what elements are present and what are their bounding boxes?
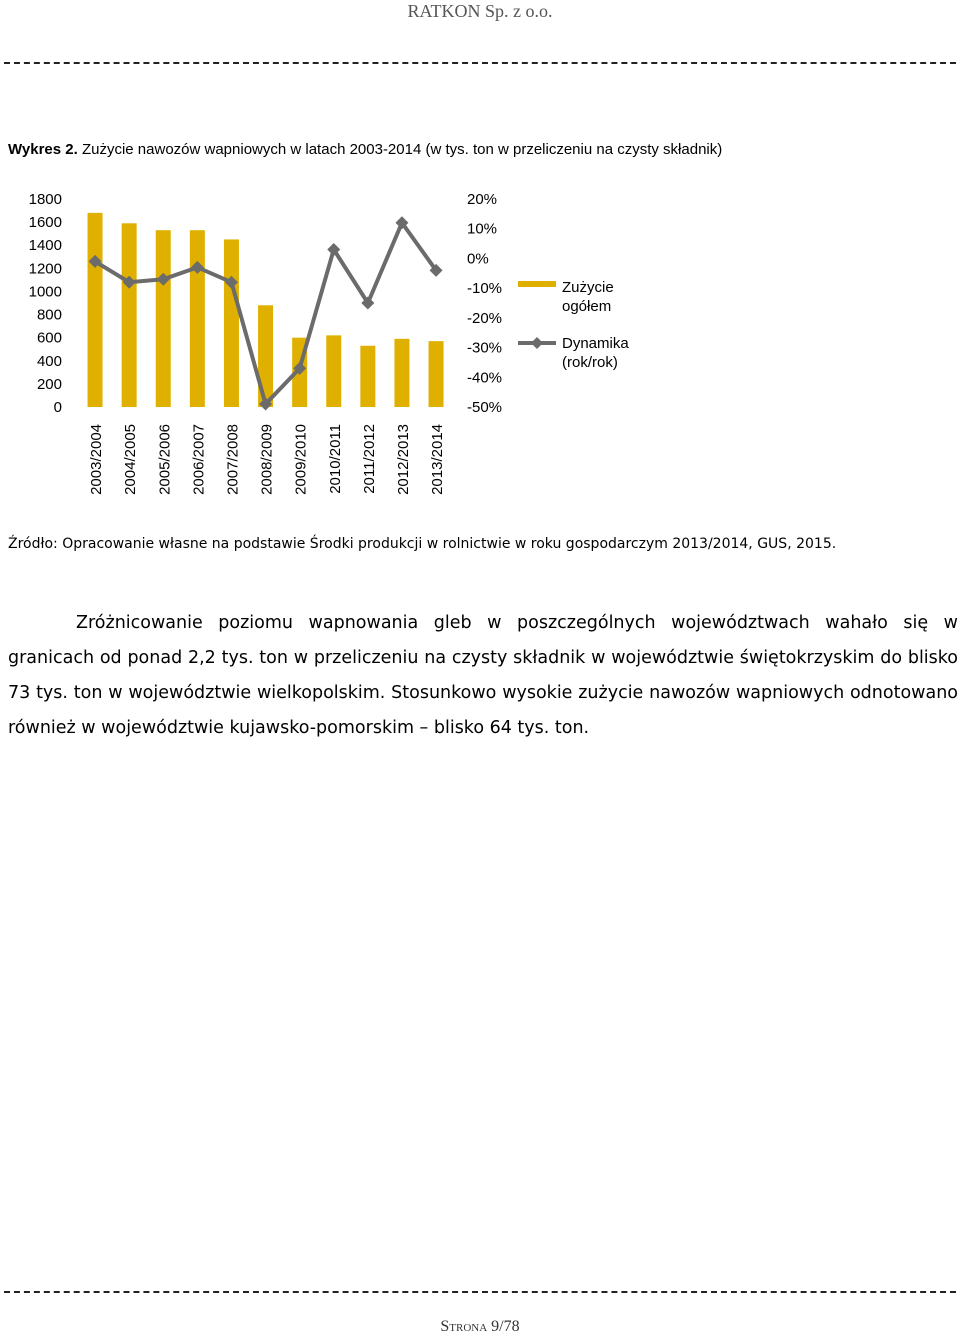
y-right-tick-label: -10%	[467, 280, 503, 298]
bar	[360, 346, 375, 407]
legend-line-marker	[531, 337, 543, 349]
legend-label: (rok/rok)	[562, 354, 618, 371]
bar	[394, 339, 409, 407]
x-tick-label: 2005/2006	[156, 424, 174, 495]
x-tick-label: 2011/2012	[360, 424, 378, 494]
footer-divider	[4, 1291, 956, 1293]
body-paragraph	[8, 606, 958, 746]
bar	[429, 341, 444, 407]
bar-series	[88, 213, 444, 407]
y-left-axis	[29, 191, 62, 416]
y-right-tick-label: -30%	[467, 339, 503, 357]
x-tick-label: 2012/2013	[394, 424, 412, 495]
combo-chart	[0, 180, 960, 520]
x-axis	[88, 424, 446, 495]
company-header: RATKON Sp. z o.o.	[407, 1, 553, 21]
legend-bar-swatch	[518, 281, 556, 287]
y-left-tick-label: 600	[36, 329, 62, 347]
x-tick-label: 2006/2007	[190, 424, 208, 495]
figure-label: Wykres 2.	[8, 141, 78, 158]
x-tick-label: 2010/2011	[326, 424, 344, 494]
x-tick-label: 2007/2008	[224, 424, 242, 495]
page-footer	[0, 1318, 960, 1336]
legend-label: Dynamika	[562, 335, 629, 352]
body-paragraph-text: Zróżnicowanie poziomu wapnowania gleb w poszczególnych województwach wahało się w granicach od ponad 2,2 tys. ton w przeliczeniu na czysty składnik w województwie świętokrzyskim do blisko 73 tys. ton w województwie wielkopolskim. Stosunkowo wysokie zużycie nawozów wapniowych odnotowano również w województwie kujawsko-pomorskim – blisko 64 tys. ton.	[8, 613, 958, 738]
y-left-tick-label: 400	[36, 352, 62, 370]
y-right-tick-label: -50%	[467, 399, 503, 416]
y-left-tick-label: 0	[53, 399, 62, 416]
source-note: Źródło: Opracowanie własne na podstawie Środki produkcji w rolnictwie w roku gospodarczym 2013/2014, GUS, 2015.	[8, 536, 837, 552]
bar	[190, 230, 205, 407]
y-right-tick-label: -20%	[467, 309, 503, 327]
y-left-tick-label: 1400	[28, 237, 62, 255]
legend-label: ogółem	[562, 298, 612, 315]
y-left-tick-label: 1200	[28, 260, 62, 278]
y-left-tick-label: 800	[36, 306, 62, 324]
y-left-tick-label: 1800	[28, 191, 62, 208]
bar	[326, 335, 341, 407]
y-right-tick-label: 10%	[467, 220, 498, 238]
x-tick-label: 2009/2010	[292, 424, 310, 495]
x-tick-label: 2004/2005	[122, 424, 140, 495]
x-tick-label: 2013/2014	[429, 424, 447, 495]
chart-legend	[518, 279, 629, 371]
y-right-tick-label: 20%	[467, 191, 498, 208]
y-left-tick-label: 200	[36, 375, 62, 393]
header-divider	[4, 62, 956, 64]
bar	[156, 230, 171, 407]
y-right-tick-label: -40%	[467, 369, 503, 387]
bar	[88, 213, 103, 407]
y-left-tick-label: 1600	[28, 214, 62, 232]
figure-caption	[8, 141, 722, 158]
x-tick-label: 2008/2009	[258, 424, 276, 495]
figure-title: Zużycie nawozów wapniowych w latach 2003-2014 (w tys. ton w przeliczeniu na czysty składnik)	[81, 141, 723, 158]
page-number: 9/78	[491, 1318, 520, 1335]
y-right-tick-label: 0%	[467, 250, 489, 268]
page-word: Strona	[440, 1318, 488, 1335]
bar	[122, 223, 137, 407]
y-right-axis	[467, 191, 502, 416]
legend-label: Zużycie	[562, 279, 614, 296]
x-tick-label: 2003/2004	[88, 424, 106, 495]
bar	[224, 239, 239, 407]
y-left-tick-label: 1000	[28, 283, 62, 301]
